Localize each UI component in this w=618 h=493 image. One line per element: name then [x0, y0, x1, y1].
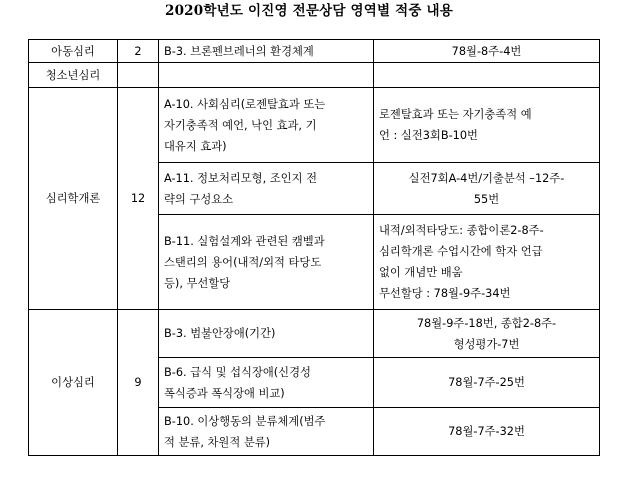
hit-cell: [374, 310, 600, 358]
content-table: [28, 39, 600, 456]
topic-line: B-6. 급식 및 섭식장애(신경성: [164, 365, 311, 379]
topic-line: 략의 구성요소: [164, 192, 234, 206]
topic-cell: [159, 408, 374, 456]
hit-cell: [374, 408, 600, 456]
topic-line: B-3. 범불안장애(기간): [164, 327, 276, 340]
topic-line: A-11. 정보처리모형, 조인지 전: [164, 171, 318, 185]
count-cell: 12: [118, 88, 159, 310]
hit-line: 78월-9주-18번, 종합2-8주-: [416, 316, 557, 330]
hit-line: 언 : 실전3회B-10번: [379, 129, 478, 142]
topic-line: 자기충족적 예언, 낙인 효과, 기: [164, 118, 317, 132]
subject-cell: 심리학개론: [29, 88, 118, 310]
hit-line: 로젠탈효과 또는 자기충족적 예: [379, 108, 532, 121]
subject-cell: 이상심리: [29, 310, 118, 456]
table-row: [29, 63, 600, 88]
topic-cell: B-3. 브론펜브레너의 환경체계: [159, 40, 374, 63]
topic-line: 등), 무선할당: [164, 276, 231, 290]
table-row: [29, 40, 600, 63]
topic-line: 대유지 효과): [164, 139, 227, 153]
hit-line: 심리학개론 수업시간에 학자 언급: [379, 245, 543, 258]
hit-cell: [374, 358, 600, 408]
topic-line: B-10. 이상행동의 분류체계(범주: [164, 414, 326, 428]
hit-line: 55번: [473, 192, 500, 206]
hit-line: 형성평가-7번: [453, 337, 520, 351]
hit-cell: [374, 215, 600, 310]
hit-line: 실전7회A-4번/기출분석 –12주-: [408, 171, 565, 185]
topic-line: B-11. 실험설계와 관련된 캠벨과: [164, 234, 325, 248]
hit-cell: [374, 88, 600, 163]
topic-cell: [159, 310, 374, 358]
table-row: [29, 310, 600, 358]
topic-cell: [159, 358, 374, 408]
subject-cell: 청소년심리: [29, 63, 118, 88]
topic-line: 폭식증과 폭식장애 비교): [164, 386, 285, 400]
topic-line: 스탠리의 용어(내적/외적 타당도: [164, 255, 322, 269]
page-title: 2020학년도 이진영 전문상담 영역별 적중 내용: [165, 3, 453, 19]
count-cell: 9: [118, 310, 159, 456]
topic-line: 적 분류, 차원적 분류): [164, 435, 271, 449]
subject-cell: 아동심리: [29, 40, 118, 63]
hit-line: 내적/외적타당도: 종합이론2-8주-: [379, 224, 544, 237]
topic-cell: [159, 63, 374, 88]
hit-cell: [374, 163, 600, 215]
table-row: [29, 88, 600, 163]
topic-cell: [159, 163, 374, 215]
count-cell: 2: [118, 40, 159, 63]
hit-cell: [374, 63, 600, 88]
hit-line: 없이 개념만 배움: [379, 266, 463, 279]
hit-line: 78월-7주-25번: [448, 376, 525, 389]
topic-line: A-10. 사회심리(로젠탈효과 또는: [164, 97, 326, 111]
hit-line: 무선할당 : 78월-9주-34번: [379, 287, 511, 300]
hit-line: 78월-7주-32번: [448, 425, 525, 438]
topic-cell: [159, 215, 374, 310]
topic-cell: [159, 88, 374, 163]
count-cell: [118, 63, 159, 88]
hit-cell: 78월-8주-4번: [374, 40, 600, 63]
